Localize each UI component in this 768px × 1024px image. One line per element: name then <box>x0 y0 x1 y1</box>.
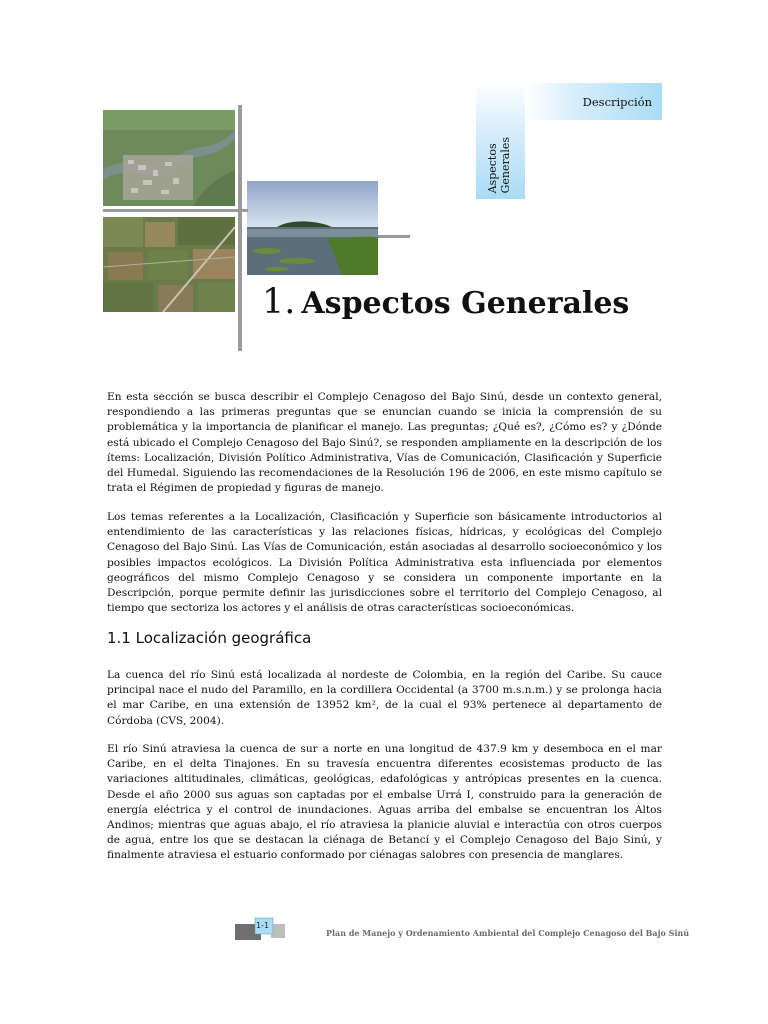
chapter-title <box>262 282 629 322</box>
descripcion-tab <box>526 83 662 120</box>
collage-vertical-line <box>238 105 242 351</box>
section-paragraph-1: La cuenca del río Sinú está localizada al nordeste de Colombia, en la región del Caribe. Su cauce principal nace el nudo del Paramillo, en la cordillera Occidental (a 3700 m.s.n.m.) y se prolonga hacia el mar Caribe, en una extensión de 13952 km², de la cual el 93% pertenece al departamento de Córdoba (CVS, 2004). <box>107 669 662 727</box>
intro-paragraph-2: Los temas referentes a la Localización, Clasificación y Superficie son básicamente introductorios al entendimiento de las características y las relaciones físicas, hídricas, y ecológicas del Complejo Cenagoso del Bajo Sinú. Las Vías de Comunicación, están asociadas al desarrollo socioeconómico y los posibles impactos ecológicos. La División Política Administrativa esta influenciada por elementos geográficos del mismo Complejo Cenagoso y se considera un componente importante en la Descripción, porque permite definir las jurisdicciones sobre el territorio del Complejo Cenagoso, al tiempo que sectoriza los actores y el análisis de otras características socioeconómicas. <box>107 511 662 615</box>
page-number: 1-1 <box>256 921 270 930</box>
chapter-title-text: Aspectos Generales <box>301 286 630 321</box>
aspectos-generales-tab <box>476 83 525 199</box>
collage-horizontal-line-top <box>103 209 248 212</box>
page-number-badge <box>235 916 285 942</box>
wetland-landscape-photo <box>247 181 378 275</box>
descripcion-tab-label: Descripción <box>582 95 652 109</box>
collage-horizontal-line-right <box>378 235 410 238</box>
intro-paragraph-1: En esta sección se busca describir el Complejo Cenagoso del Bajo Sinú, desde un contexto general, respondiendo a las primeras preguntas que se enuncian cuando se inicia la comprensión de su problemática y la importancia de planificar el manejo. Las preguntas; ¿Qué es?, ¿Cómo es? y ¿Dónde está ubicado el Complejo Cenagoso del Bajo Sinú?, se responden ampliamente en la descripción de los ítems: Localización, División Político Administrativa, Vías de Comunicación, Clasificación y Superficie del Humedal. Siguiendo las recomendaciones de la Resolución 196 de 2006, en este mismo capítulo se trata el Régimen de propiedad y figuras de manejo. <box>107 391 662 495</box>
aerial-farmland-photo <box>103 217 235 312</box>
section-paragraph-2: El río Sinú atraviesa la cuenca de sur a norte en una longitud de 437.9 km y desemboca en el mar Caribe, en el delta Tinajones. En su travesía encuentra diferentes ecosistemas producto de las variaciones altitudinales, climáticas, geológicas, edafológicas y antrópicas presentes en la cuenca. Desde el año 2000 sus aguas son captadas por el embalse Urrá I, construido para la generación de energía eléctrica y el control de inundaciones. Aguas arriba del embalse se encuentran los Altos Andinos; mientras que aguas abajo, el río atraviesa la planicie aluvial e interactúa con otros cuerpos de agua, entre los que se destacan la ciénaga de Betancí y el Complejo Cenagoso del Bajo Sinú, y finalmente atraviesa el estuario conformado por ciénagas salobres con presencia de manglares. <box>107 743 662 862</box>
chapter-number: 1. <box>262 282 296 322</box>
aspectos-generales-tab-label <box>486 137 512 193</box>
footer-document-title: Plan de Manejo y Ordenamiento Ambiental del Complejo Cenagoso del Bajo Sinú <box>326 928 690 938</box>
aspectos-tab-line1: Aspectos <box>486 143 499 193</box>
section-heading: 1.1 Localización geográfica <box>107 629 312 647</box>
aspectos-tab-line2: Generales <box>499 136 512 193</box>
aerial-city-river-photo <box>103 110 235 206</box>
